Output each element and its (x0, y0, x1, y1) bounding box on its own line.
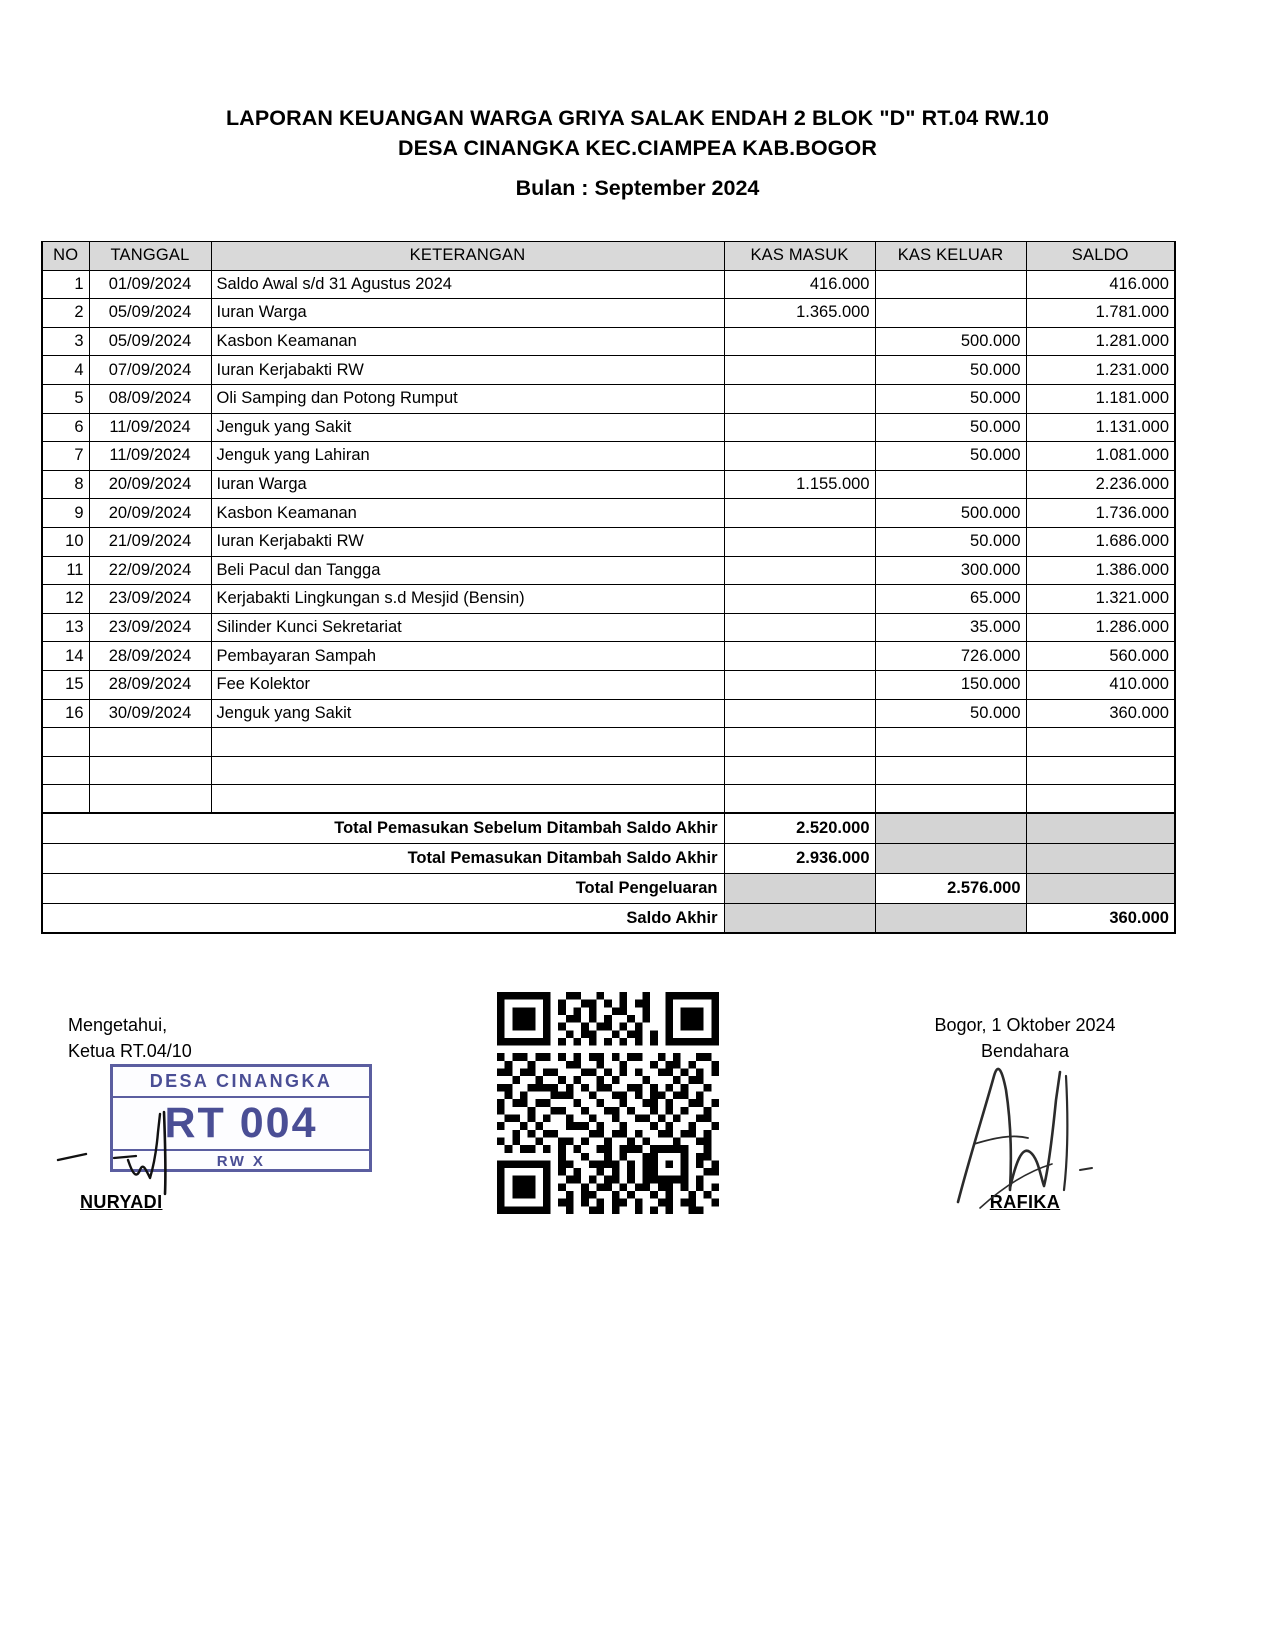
cell-keterangan: Iuran Warga (211, 299, 724, 328)
cell-keterangan: Kasbon Keamanan (211, 327, 724, 356)
cell-kas-masuk: 1.365.000 (724, 299, 875, 328)
cell-saldo: 1.281.000 (1026, 327, 1175, 356)
cell-keterangan: Kerjabakti Lingkungan s.d Mesjid (Bensin) (211, 585, 724, 614)
cell-no: 5 (42, 384, 89, 413)
table-row (42, 442, 1175, 471)
table-row (42, 499, 1175, 528)
cell-empty (1026, 785, 1175, 814)
signature-block-right (880, 1012, 1170, 1064)
table-row (42, 470, 1175, 499)
table-row (42, 384, 1175, 413)
cell-empty (211, 756, 724, 785)
cell-empty (1026, 756, 1175, 785)
cell-keterangan: Iuran Kerjabakti RW (211, 527, 724, 556)
totals-section (42, 813, 1175, 933)
cell-keterangan: Oli Samping dan Potong Rumput (211, 384, 724, 413)
totals-kas-masuk: 2.936.000 (724, 843, 875, 873)
totals-kas-keluar (875, 843, 1026, 873)
cell-saldo: 1.736.000 (1026, 499, 1175, 528)
signature-block-left (68, 1012, 192, 1064)
col-header-saldo: SALDO (1026, 242, 1175, 271)
cell-no: 2 (42, 299, 89, 328)
table-row (42, 527, 1175, 556)
cell-kas-masuk (724, 670, 875, 699)
cell-saldo: 1.181.000 (1026, 384, 1175, 413)
cell-kas-keluar: 726.000 (875, 642, 1026, 671)
totals-row (42, 873, 1175, 903)
totals-row (42, 843, 1175, 873)
handwritten-signature-left (52, 1108, 232, 1218)
signer-name-right: RAFIKA (989, 1192, 1061, 1212)
totals-saldo: 360.000 (1026, 903, 1175, 933)
cell-saldo: 1.231.000 (1026, 356, 1175, 385)
cell-saldo: 1.081.000 (1026, 442, 1175, 471)
cell-tanggal: 08/09/2024 (89, 384, 211, 413)
document-title-block (0, 0, 1275, 203)
col-header-keterangan: KETERANGAN (211, 242, 724, 271)
cell-keterangan: Jenguk yang Sakit (211, 699, 724, 728)
cell-kas-masuk (724, 327, 875, 356)
table-row (42, 585, 1175, 614)
cell-empty (1026, 728, 1175, 757)
cell-no: 16 (42, 699, 89, 728)
cell-empty (724, 728, 875, 757)
table-row (42, 699, 1175, 728)
cell-kas-masuk (724, 356, 875, 385)
cell-kas-masuk (724, 556, 875, 585)
table-row (42, 613, 1175, 642)
table-header-row (42, 242, 1175, 271)
col-header-kas-keluar: KAS KELUAR (875, 242, 1026, 271)
cell-kas-masuk (724, 527, 875, 556)
cell-tanggal: 23/09/2024 (89, 585, 211, 614)
cell-saldo: 1.781.000 (1026, 299, 1175, 328)
table-row (42, 670, 1175, 699)
table-row-empty (42, 728, 1175, 757)
cell-saldo: 416.000 (1026, 270, 1175, 299)
handwritten-signature-right (940, 1060, 1110, 1210)
cell-no: 14 (42, 642, 89, 671)
totals-label: Total Pengeluaran (42, 873, 724, 903)
cell-tanggal: 22/09/2024 (89, 556, 211, 585)
totals-kas-masuk (724, 903, 875, 933)
cell-keterangan: Iuran Kerjabakti RW (211, 356, 724, 385)
ledger-table (41, 241, 1176, 934)
cell-empty (89, 785, 211, 814)
cell-empty (875, 728, 1026, 757)
table-row (42, 299, 1175, 328)
cell-tanggal: 11/09/2024 (89, 442, 211, 471)
cell-kas-masuk (724, 585, 875, 614)
cell-keterangan: Iuran Warga (211, 470, 724, 499)
cell-empty (875, 785, 1026, 814)
cell-tanggal: 20/09/2024 (89, 470, 211, 499)
cell-kas-keluar (875, 470, 1026, 499)
cell-tanggal: 21/09/2024 (89, 527, 211, 556)
cell-keterangan: Kasbon Keamanan (211, 499, 724, 528)
cell-tanggal: 20/09/2024 (89, 499, 211, 528)
totals-label: Total Pemasukan Ditambah Saldo Akhir (42, 843, 724, 873)
cell-kas-masuk: 416.000 (724, 270, 875, 299)
right-sig-line-1: Bogor, 1 Oktober 2024 (934, 1015, 1116, 1035)
cell-no: 9 (42, 499, 89, 528)
cell-kas-masuk (724, 442, 875, 471)
cell-kas-masuk (724, 384, 875, 413)
cell-empty (89, 756, 211, 785)
cell-kas-keluar: 300.000 (875, 556, 1026, 585)
cell-no: 1 (42, 270, 89, 299)
cell-tanggal: 05/09/2024 (89, 327, 211, 356)
table-header (42, 242, 1175, 271)
right-sig-line-2: Bendahara (980, 1041, 1070, 1061)
cell-saldo: 560.000 (1026, 642, 1175, 671)
cell-empty (211, 728, 724, 757)
totals-kas-keluar (875, 903, 1026, 933)
cell-keterangan: Saldo Awal s/d 31 Agustus 2024 (211, 270, 724, 299)
totals-kas-keluar (875, 813, 1026, 843)
cell-empty (724, 785, 875, 814)
col-header-kas-masuk: KAS MASUK (724, 242, 875, 271)
cell-saldo: 1.286.000 (1026, 613, 1175, 642)
totals-saldo (1026, 813, 1175, 843)
cell-kas-masuk (724, 613, 875, 642)
table-row (42, 413, 1175, 442)
cell-no: 7 (42, 442, 89, 471)
cell-no: 3 (42, 327, 89, 356)
cell-no: 4 (42, 356, 89, 385)
cell-empty (42, 728, 89, 757)
totals-label: Saldo Akhir (42, 903, 724, 933)
cell-kas-masuk (724, 699, 875, 728)
cell-keterangan: Silinder Kunci Sekretariat (211, 613, 724, 642)
totals-kas-keluar: 2.576.000 (875, 873, 1026, 903)
cell-no: 6 (42, 413, 89, 442)
totals-kas-masuk: 2.520.000 (724, 813, 875, 843)
cell-saldo: 410.000 (1026, 670, 1175, 699)
cell-keterangan: Jenguk yang Lahiran (211, 442, 724, 471)
table-row (42, 642, 1175, 671)
table-row (42, 327, 1175, 356)
totals-kas-masuk (724, 873, 875, 903)
stamp-rw-number: RW X (216, 1153, 266, 1170)
cell-saldo: 360.000 (1026, 699, 1175, 728)
col-header-no: NO (42, 242, 89, 271)
table-row-empty (42, 756, 1175, 785)
cell-tanggal: 28/09/2024 (89, 642, 211, 671)
cell-kas-keluar: 500.000 (875, 327, 1026, 356)
totals-saldo (1026, 843, 1175, 873)
totals-row (42, 903, 1175, 933)
table-row (42, 356, 1175, 385)
cell-empty (89, 728, 211, 757)
cell-keterangan: Jenguk yang Sakit (211, 413, 724, 442)
cell-no: 15 (42, 670, 89, 699)
cell-kas-keluar: 150.000 (875, 670, 1026, 699)
cell-saldo: 1.386.000 (1026, 556, 1175, 585)
cell-no: 12 (42, 585, 89, 614)
cell-no: 8 (42, 470, 89, 499)
cell-kas-keluar: 65.000 (875, 585, 1026, 614)
cell-tanggal: 11/09/2024 (89, 413, 211, 442)
title-period: Bulan : September 2024 (515, 176, 760, 200)
stamp-village-name: DESA CINANGKA (113, 1067, 369, 1098)
title-line-2: DESA CINANGKA KEC.CIAMPEA KAB.BOGOR (398, 136, 877, 160)
signer-name-left: NURYADI (80, 1192, 163, 1212)
cell-no: 10 (42, 527, 89, 556)
cell-kas-masuk (724, 499, 875, 528)
stamp-rt-number: RT 004 (113, 1098, 369, 1151)
table-row-empty (42, 785, 1175, 814)
table-row (42, 270, 1175, 299)
ledger-table-container (41, 241, 1174, 934)
cell-empty (875, 756, 1026, 785)
totals-row (42, 813, 1175, 843)
cell-kas-keluar (875, 299, 1026, 328)
cell-kas-keluar: 50.000 (875, 527, 1026, 556)
cell-tanggal: 28/09/2024 (89, 670, 211, 699)
cell-saldo: 1.686.000 (1026, 527, 1175, 556)
left-sig-line-2: Ketua RT.04/10 (68, 1041, 192, 1061)
cell-empty (724, 756, 875, 785)
cell-kas-keluar: 50.000 (875, 413, 1026, 442)
totals-label: Total Pemasukan Sebelum Ditambah Saldo Akhir (42, 813, 724, 843)
cell-tanggal: 23/09/2024 (89, 613, 211, 642)
cell-keterangan: Pembayaran Sampah (211, 642, 724, 671)
cell-tanggal: 07/09/2024 (89, 356, 211, 385)
cell-kas-keluar (875, 270, 1026, 299)
cell-tanggal: 05/09/2024 (89, 299, 211, 328)
left-sig-line-1: Mengetahui, (68, 1015, 168, 1035)
cell-kas-keluar: 500.000 (875, 499, 1026, 528)
title-line-1: LAPORAN KEUANGAN WARGA GRIYA SALAK ENDAH 2 BLOK "D" RT.04 RW.10 (225, 106, 1050, 130)
cell-kas-keluar: 50.000 (875, 699, 1026, 728)
totals-saldo (1026, 873, 1175, 903)
cell-kas-keluar: 50.000 (875, 442, 1026, 471)
table-row (42, 556, 1175, 585)
cell-no: 13 (42, 613, 89, 642)
cell-keterangan: Beli Pacul dan Tangga (211, 556, 724, 585)
cell-empty (42, 756, 89, 785)
cell-kas-masuk: 1.155.000 (724, 470, 875, 499)
cell-saldo: 2.236.000 (1026, 470, 1175, 499)
cell-kas-keluar: 35.000 (875, 613, 1026, 642)
cell-tanggal: 01/09/2024 (89, 270, 211, 299)
table-body (42, 270, 1175, 813)
cell-kas-keluar: 50.000 (875, 356, 1026, 385)
cell-kas-masuk (724, 413, 875, 442)
cell-kas-keluar: 50.000 (875, 384, 1026, 413)
cell-empty (211, 785, 724, 814)
cell-no: 11 (42, 556, 89, 585)
cell-saldo: 1.131.000 (1026, 413, 1175, 442)
cell-kas-masuk (724, 642, 875, 671)
col-header-tanggal: TANGGAL (89, 242, 211, 271)
cell-empty (42, 785, 89, 814)
cell-tanggal: 30/09/2024 (89, 699, 211, 728)
cell-saldo: 1.321.000 (1026, 585, 1175, 614)
qr-code (497, 992, 719, 1214)
cell-keterangan: Fee Kolektor (211, 670, 724, 699)
